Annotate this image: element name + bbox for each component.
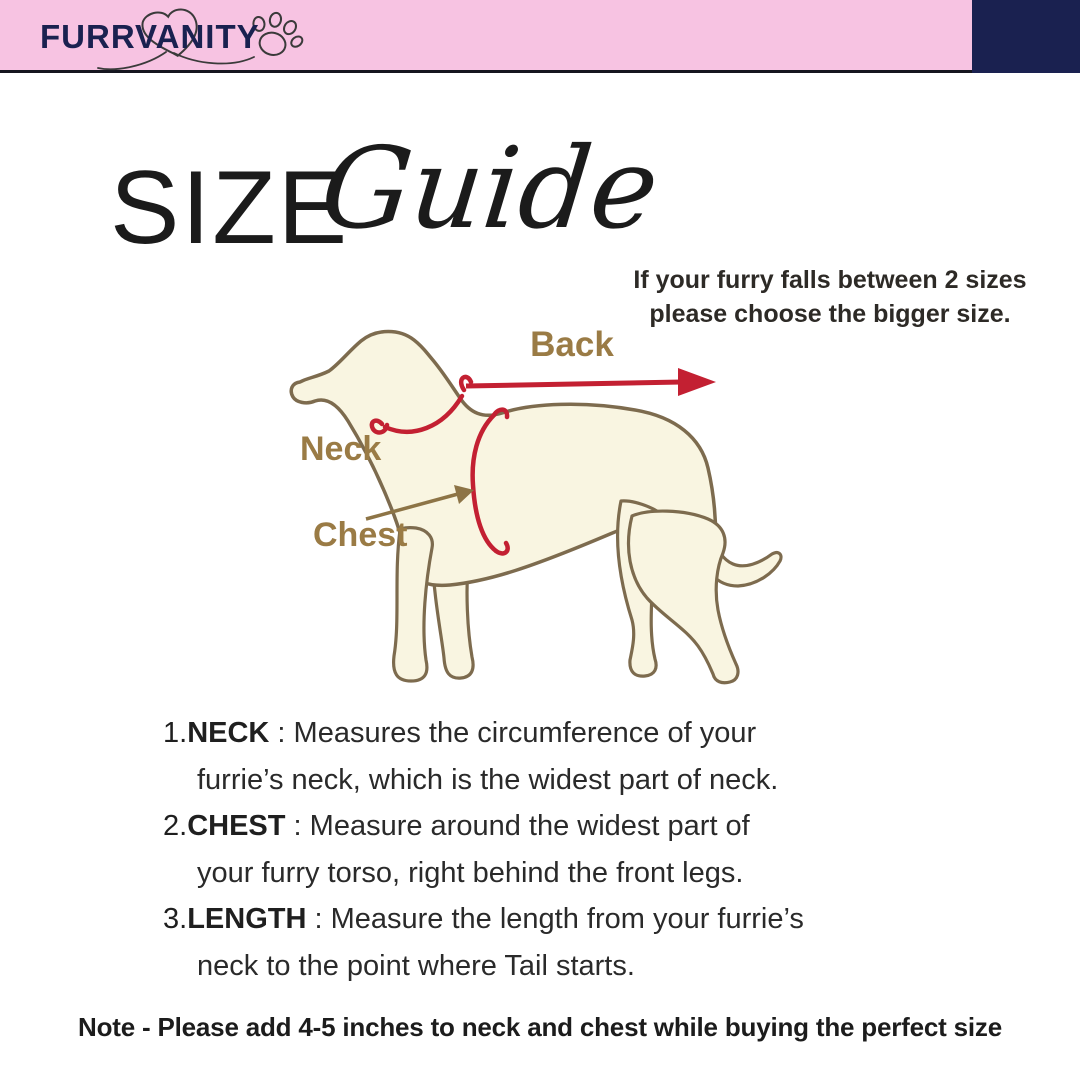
chest-label: Chest (313, 516, 408, 554)
back-measure-arrow (466, 368, 716, 396)
item-text-cont: neck to the point where Tail starts. (197, 949, 635, 982)
measuring-instructions (163, 710, 963, 989)
item-text-cont: your furry torso, right behind the front legs. (197, 856, 744, 889)
sizing-note: Note - Please add 4-5 inches to neck and chest while buying the perfect size (78, 1012, 1002, 1042)
instruction-neck (163, 710, 963, 803)
item-keyword: LENGTH (187, 903, 307, 935)
brand-logo (36, 0, 276, 73)
instruction-length (163, 896, 963, 989)
page-title-size: SIZE (110, 150, 350, 266)
page-title-guide: Guide (315, 124, 665, 254)
item-text-cont: furrie’s neck, which is the widest part of neck. (197, 763, 779, 796)
brand-name: FURRVANITY (40, 18, 260, 55)
item-number: 3. (163, 903, 188, 935)
item-text: : Measure the length from your furrie’s (306, 903, 804, 935)
neck-label: Neck (300, 430, 382, 468)
tip-line-1: If your furry falls between 2 sizes (633, 266, 1027, 294)
item-keyword: CHEST (187, 810, 286, 842)
item-number: 1. (163, 717, 188, 749)
tip-line-2: please choose the bigger size. (649, 300, 1011, 328)
item-keyword: NECK (187, 717, 270, 749)
item-number: 2. (163, 810, 188, 842)
dog-measurement-diagram (280, 320, 800, 700)
header-bar (0, 0, 1080, 73)
instruction-chest (163, 803, 963, 896)
item-text: : Measure around the widest part of (285, 810, 750, 842)
item-text: : Measures the circumference of your (269, 717, 757, 749)
back-label: Back (530, 325, 614, 364)
navy-corner-block (972, 0, 1080, 73)
